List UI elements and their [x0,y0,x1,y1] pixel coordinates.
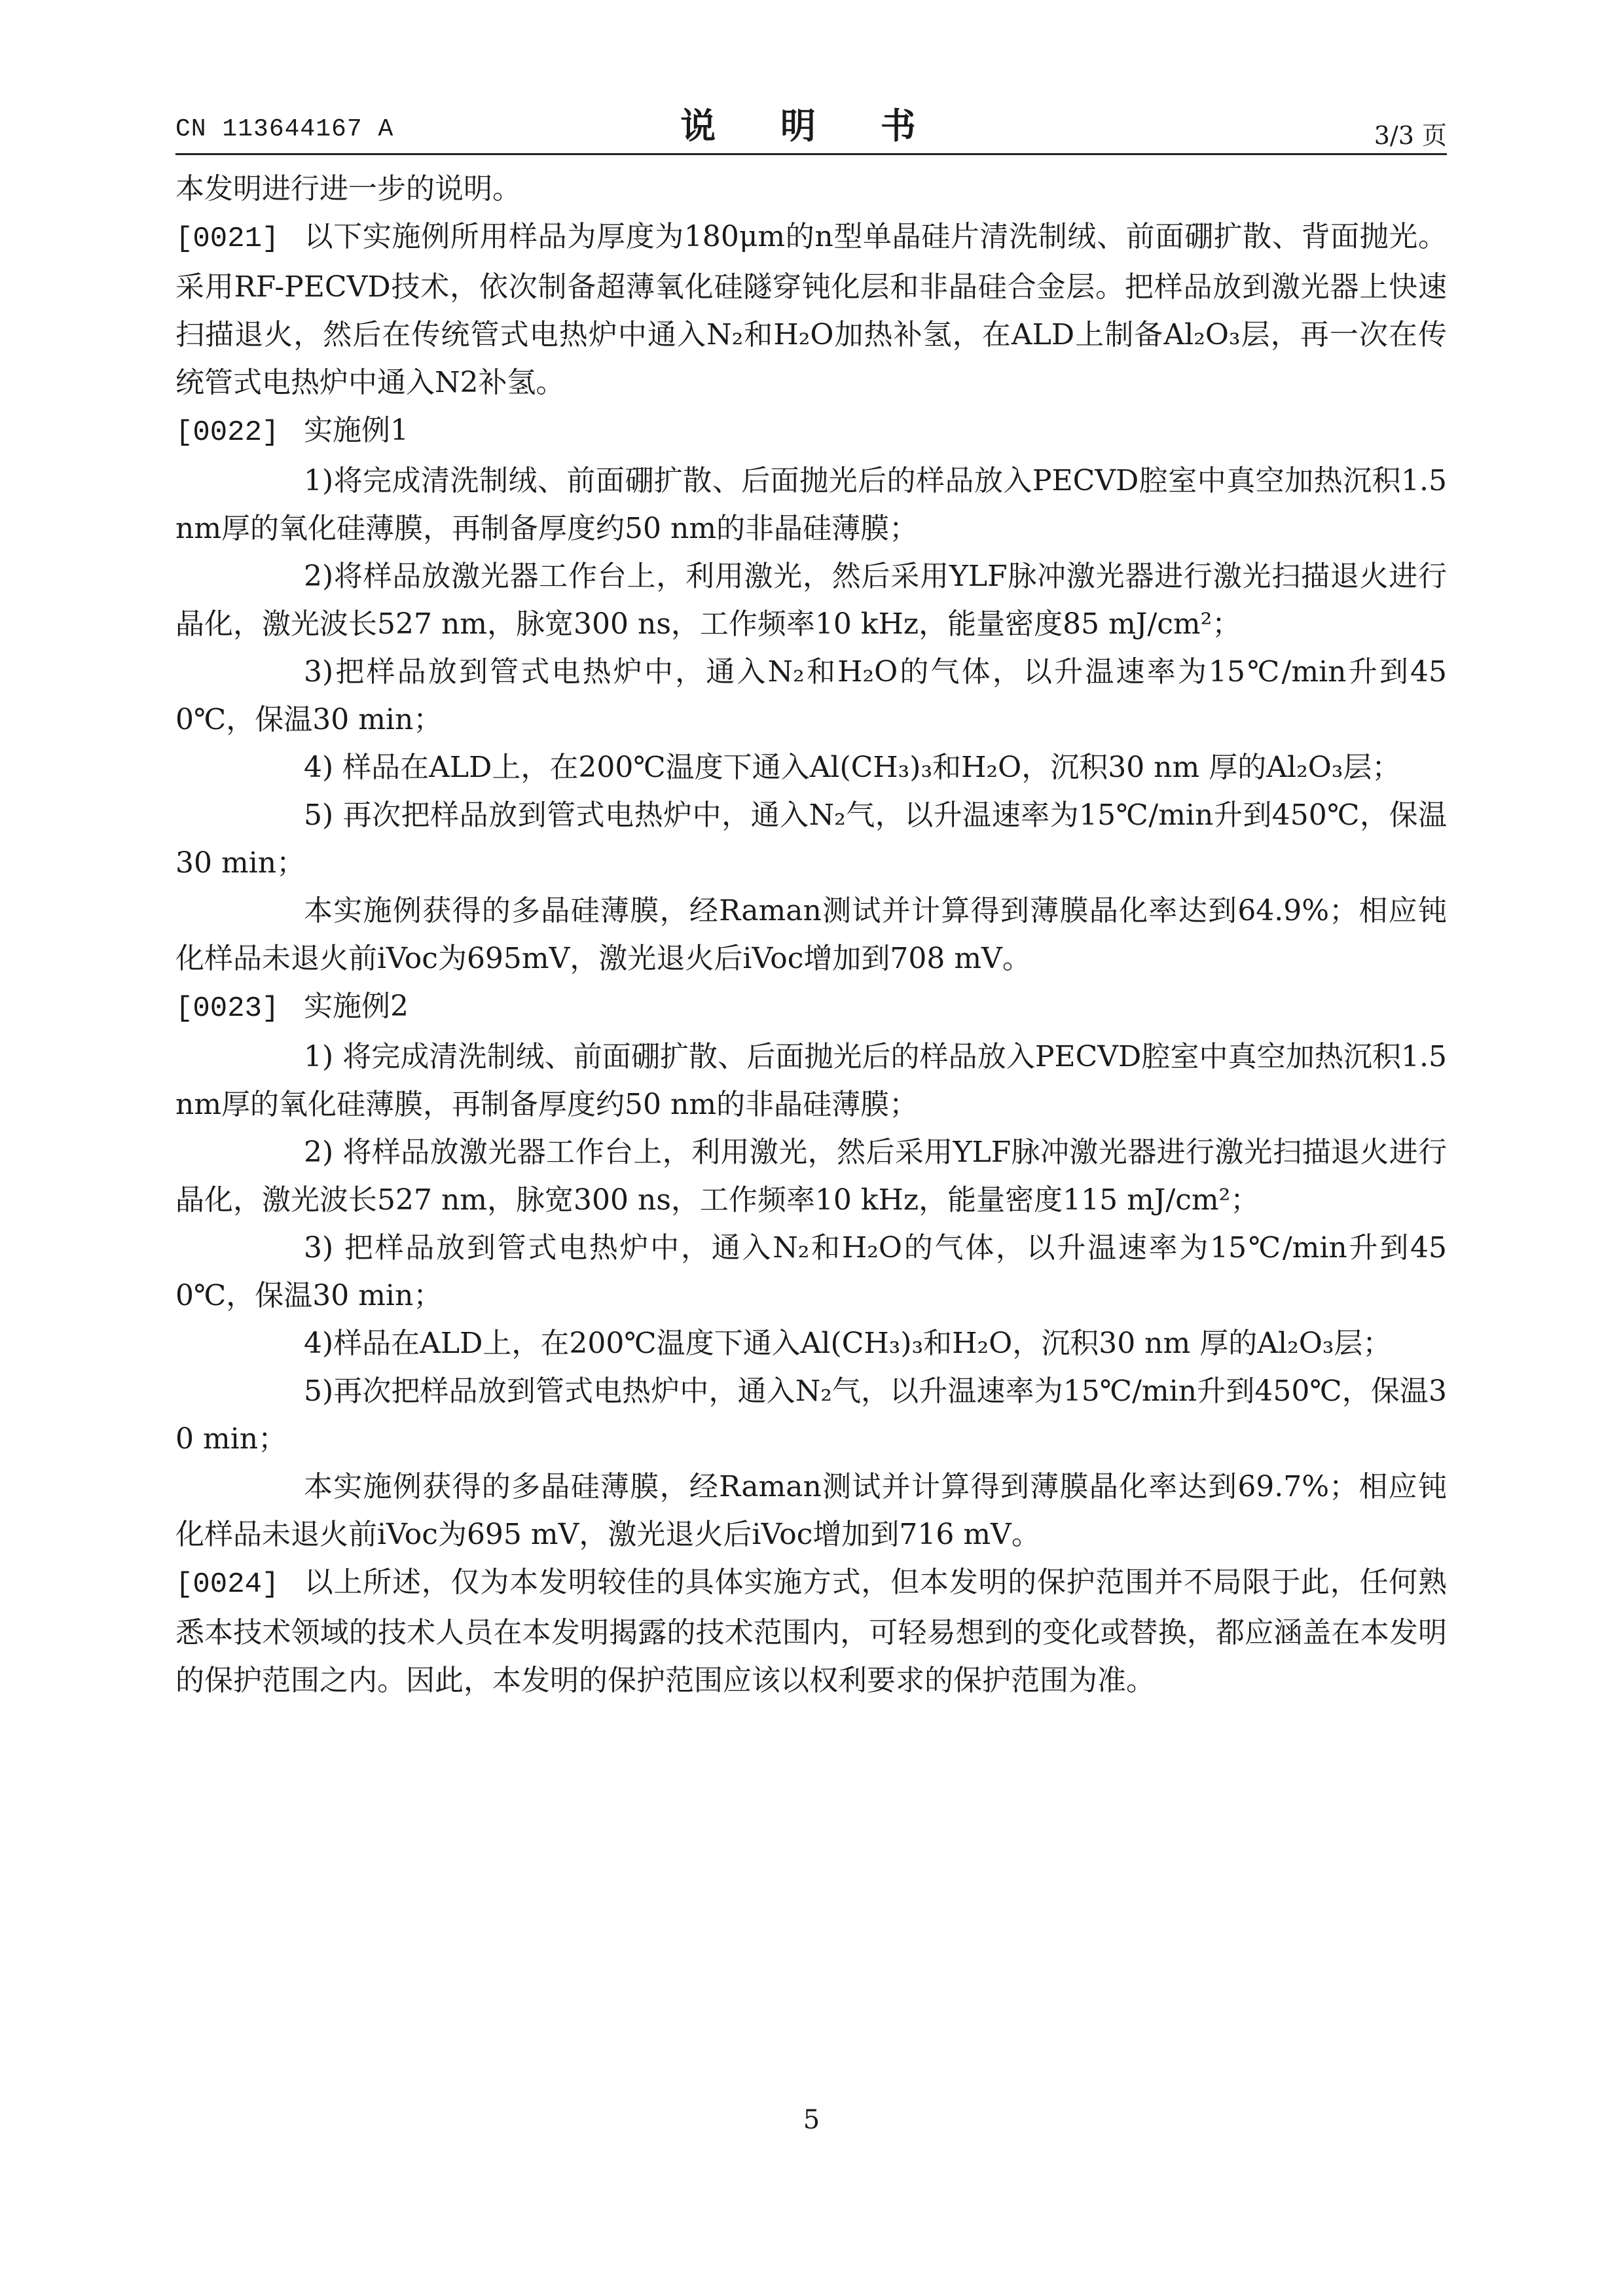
example2-step-3: 3) 把样品放到管式电热炉中，通入N₂和H₂O的气体，以升温速率为15℃/min升到450℃，保温30 min； [175,1231,1447,1312]
example-heading: 实施例2 [304,990,409,1023]
example1-step-3: 3)把样品放到管式电热炉中，通入N₂和H₂O的气体，以升温速率为15℃/min升到450℃，保温30 min； [175,655,1447,736]
example1-result: 本实施例获得的多晶硅薄膜，经Raman测试并计算得到薄膜晶化率达到64.9%；相应钝化样品未退火前iVoc为695mV，激光退火后iVoc增加到708 mV。 [175,894,1447,975]
publication-number: CN 113644167 A [175,115,394,143]
paragraph-0023 [175,982,1447,1033]
document-body [175,165,1447,1704]
header-rule [175,153,1447,155]
page-header [175,98,1447,151]
example1-step-4: 4) 样品在ALD上，在200℃温度下通入Al(CH₃)₃和H₂O，沉积30 nm 厚的Al₂O₃层； [304,751,1401,784]
paragraph-continuation [175,165,1447,213]
example2-step-2: 2) 将样品放激光器工作台上，利用激光，然后采用YLF脉冲激光器进行激光扫描退火进行晶化，激光波长527 nm，脉宽300 ns，工作频率10 kHz，能量密度115 mJ/cm²； [175,1136,1447,1217]
paragraph-number: [0022] [175,416,280,449]
paragraph-0024 [175,1558,1447,1704]
example1-step-1: 1)将完成清洗制绒、前面硼扩散、后面抛光后的样品放入PECVD腔室中真空加热沉积1.5 nm厚的氧化硅薄膜，再制备厚度约50 nm的非晶硅薄膜； [175,464,1447,545]
paragraph-0021 [175,213,1447,406]
paragraph-number: [0023] [175,992,280,1025]
example2-step-1: 1) 将完成清洗制绒、前面硼扩散、后面抛光后的样品放入PECVD腔室中真空加热沉积1.5 nm厚的氧化硅薄膜，再制备厚度约50 nm的非晶硅薄膜； [175,1040,1447,1121]
paragraph-0022 [175,406,1447,457]
paragraph-text: 本发明进行进一步的说明。 [175,172,521,206]
example-heading: 实施例1 [304,414,409,447]
example2-result: 本实施例获得的多晶硅薄膜，经Raman测试并计算得到薄膜晶化率达到69.7%；相应钝化样品未退火前iVoc为695 mV，激光退火后iVoc增加到716 mV。 [175,1470,1447,1551]
page-indicator: 3/3 页 [1374,121,1447,150]
paragraph-text: 以下实施例所用样品为厚度为180μm的n型单晶硅片清洗制绒、前面硼扩散、背面抛光。采用RF-PECVD技术，依次制备超薄氧化硅隧穿钝化层和非晶硅合金层。把样品放到激光器上快速扫描退火，然后在传统管式电热炉中通入N₂和H₂O加热补氢，在ALD上制备Al₂O₃层，再一次在传统管式电热炉中通入N2补氢。 [175,220,1447,399]
paragraph-number: [0024] [175,1568,280,1601]
example2-step-4: 4)样品在ALD上，在200℃温度下通入Al(CH₃)₃和H₂O，沉积30 nm 厚的Al₂O₃层； [304,1327,1392,1360]
example2-step-5: 5)再次把样品放到管式电热炉中，通入N₂气，以升温速率为15℃/min升到450℃，保温30 min； [175,1374,1447,1456]
example1-step-5: 5) 再次把样品放到管式电热炉中，通入N₂气，以升温速率为15℃/min升到450℃，保温30 min； [175,798,1447,880]
paragraph-text: 以上所述，仅为本发明较佳的具体实施方式，但本发明的保护范围并不局限于此，任何熟悉本技术领域的技术人员在本发明揭露的技术范围内，可轻易想到的变化或替换，都应涵盖在本发明的保护范围之内。因此，本发明的保护范围应该以权利要求的保护范围为准。 [175,1566,1447,1697]
paragraph-number: [0021] [175,223,280,255]
example1-step-2: 2)将样品放激光器工作台上，利用激光，然后采用YLF脉冲激光器进行激光扫描退火进行晶化，激光波长527 nm，脉宽300 ns，工作频率10 kHz，能量密度85 mJ/cm²； [175,560,1447,641]
page-number: 5 [803,2105,820,2135]
document-title: 说 明 书 [680,105,942,147]
